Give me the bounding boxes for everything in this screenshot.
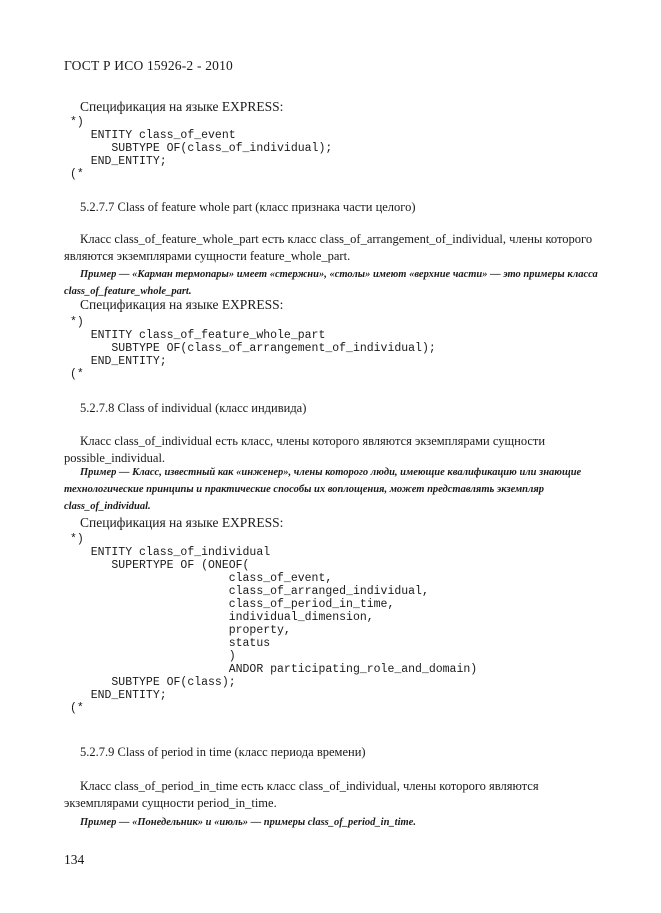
- definition-paragraph: Класс class_of_individual есть класс, члены которого являются экземплярами сущности possible_individual.: [64, 434, 546, 465]
- section-heading: 5.2.7.9 Class of period in time (класс периода времени): [80, 745, 366, 759]
- example-note: Пример — «Понедельник» и «июль» — примеры class_of_period_in_time.: [80, 817, 416, 828]
- example-note: Пример — Класс, известный как «инженер», члены которого люди, имеющие квалификацию или знающие технологические принципы и практические способы их воплощения, может представлять экземпляр class_of_individual.: [64, 467, 582, 512]
- definition-paragraph: Класс class_of_feature_whole_part есть класс class_of_arrangement_of_individual, члены которого являются экземплярами сущности feature_whole_part.: [64, 232, 593, 263]
- page-header: ГОСТ Р ИСО 15926-2 - 2010: [64, 58, 234, 73]
- express-code-block: *) ENTITY class_of_individual SUPERTYPE OF (ONEOF( class_of_event, class_of_arranged_individual, class_of_period_in_time, individual_dimension, property, status ) ANDOR participating_role_and_domain) SUBTYPE OF(class); END_ENTITY; (*: [70, 533, 478, 715]
- section-heading: 5.2.7.7 Class of feature whole part (класс признака части целого): [80, 200, 416, 214]
- express-spec-label: Спецификация на языке EXPRESS:: [80, 515, 284, 530]
- section-heading: 5.2.7.8 Class of individual (класс индивида): [80, 401, 307, 415]
- express-spec-label: Спецификация на языке EXPRESS:: [80, 99, 284, 114]
- express-code-block: *) ENTITY class_of_event SUBTYPE OF(class_of_individual); END_ENTITY; (*: [70, 116, 333, 181]
- page-number: 134: [64, 852, 85, 867]
- express-spec-label: Спецификация на языке EXPRESS:: [80, 297, 284, 312]
- example-note: Пример — «Карман термопары» имеет «стержни», «столы» имеют «верхние части» — это примеры класса class_of_feature_whole_part.: [64, 269, 598, 297]
- definition-paragraph: Класс class_of_period_in_time есть класс class_of_individual, члены которого являются экземплярами сущности period_in_time.: [64, 779, 539, 810]
- express-code-block: *) ENTITY class_of_feature_whole_part SUBTYPE OF(class_of_arrangement_of_individual); END_ENTITY; (*: [70, 316, 436, 381]
